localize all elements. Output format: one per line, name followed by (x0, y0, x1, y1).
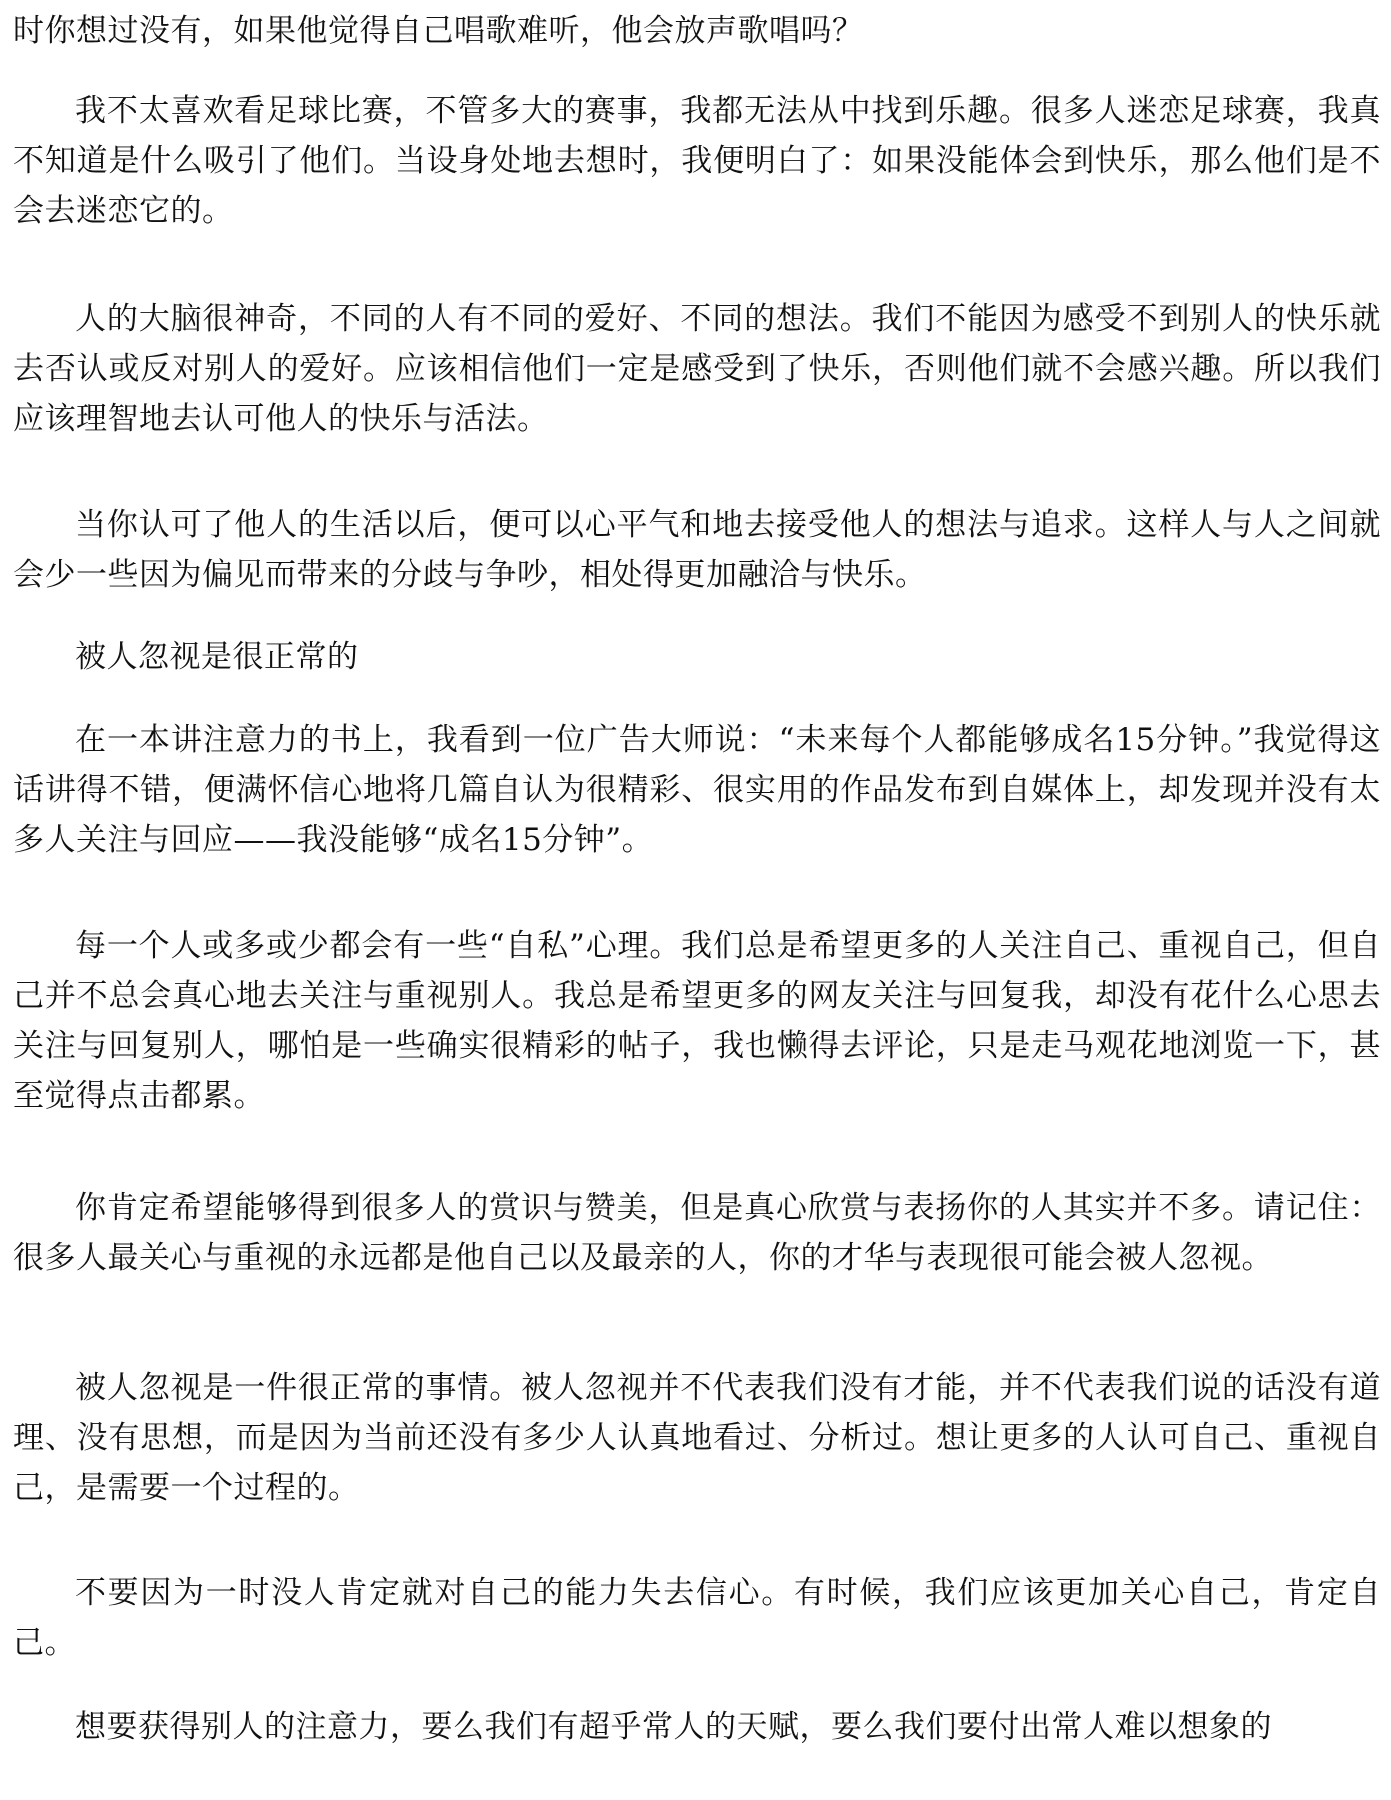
paragraph: 我不太喜欢看足球比赛，不管多大的赛事，我都无法从中找到乐趣。很多人迷恋足球赛，我真不知道是什么吸引了他们。当设身处地去想时，我便明白了：如果没能体会到快乐，那么他们是不会去迷恋它的。 (13, 93, 1381, 229)
paragraph: 当你认可了他人的生活以后，便可以心平气和地去接受他人的想法与追求。这样人与人之间就会少一些因为偏见而带来的分歧与争吵，相处得更加融洽与快乐。 (13, 507, 1381, 593)
paragraph: 每一个人或多或少都会有一些“自私”心理。我们总是希望更多的人关注自己、重视自己，但自己并不总会真心地去关注与重视别人。我总是希望更多的网友关注与回复我，却没有花什么心思去关注与回复别人，哪怕是一些确实很精彩的帖子，我也懒得去评论，只是走马观花地浏览一下，甚至觉得点击都累。 (13, 928, 1381, 1114)
paragraph-truncated: 想要获得别人的注意力，要么我们有超乎常人的天赋，要么我们要付出常人难以想象的 (75, 1709, 1272, 1745)
paragraph: 人的大脑很神奇，不同的人有不同的爱好、不同的想法。我们不能因为感受不到别人的快乐就去否认或反对别人的爱好。应该相信他们一定是感受到了快乐，否则他们就不会感兴趣。所以我们应该理智地去认可他人的快乐与活法。 (13, 301, 1381, 437)
paragraph: 在一本讲注意力的书上，我看到一位广告大师说：“未来每个人都能够成名15分钟。”我觉得这话讲得不错，便满怀信心地将几篇自认为很精彩、很实用的作品发布到自媒体上，却发现并没有太多人关注与回应——我没能够“成名15分钟”。 (13, 722, 1381, 858)
paragraph: 你肯定希望能够得到很多人的赏识与赞美，但是真心欣赏与表扬你的人其实并不多。请记住：很多人最关心与重视的永远都是他自己以及最亲的人，你的才华与表现很可能会被人忽视。 (13, 1190, 1381, 1276)
paragraph: 不要因为一时没人肯定就对自己的能力失去信心。有时候，我们应该更加关心自己，肯定自己。 (13, 1575, 1381, 1661)
section-heading: 被人忽视是很正常的 (75, 639, 359, 675)
paragraph: 被人忽视是一件很正常的事情。被人忽视并不代表我们没有才能，并不代表我们说的话没有道理、没有思想，而是因为当前还没有多少人认真地看过、分析过。想让更多的人认可自己、重视自己，是需要一个过程的。 (13, 1370, 1381, 1506)
paragraph-continuation: 时你想过没有，如果他觉得自己唱歌难听，他会放声歌唱吗？ (13, 13, 864, 49)
